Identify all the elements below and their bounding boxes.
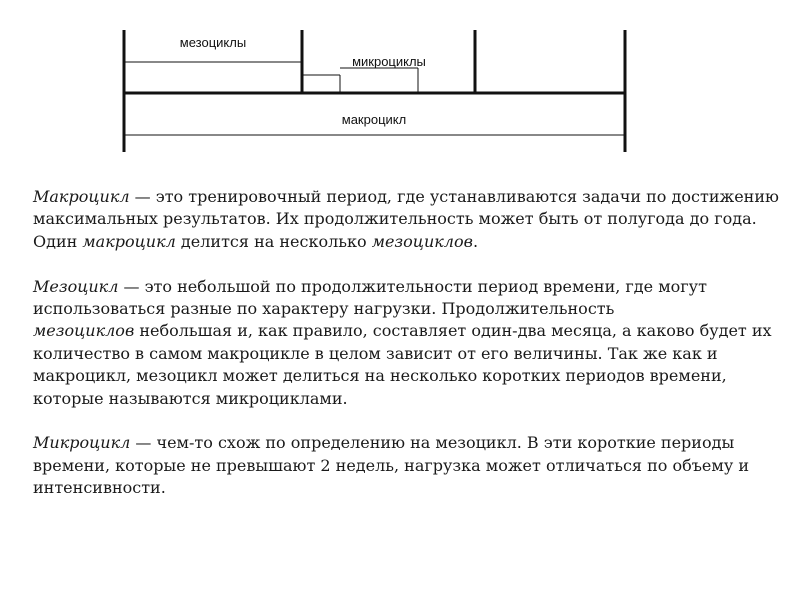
term-macrocycle: Макроцикл	[33, 187, 130, 206]
term-mesocycles-inline: мезоциклов	[371, 231, 473, 251]
text-span: — это тренировочный период, где устанавливаются задачи по достижению максимальных результатов. Их продолжительность может быть от полугода до года. Один	[33, 187, 779, 251]
text-span: .	[472, 231, 479, 251]
term-mesocycle: Мезоцикл	[33, 276, 119, 296]
term-mesocycles-inline: мезоциклов	[33, 321, 135, 341]
text-span: делится на несколько	[175, 231, 372, 251]
label-mesocycles: мезоциклы	[179, 35, 247, 50]
text-span: небольшая и, как правило, составляет один-два месяца, а каково будет их количество в самом макроцикле в целом зависит от его величины. Так же как и макроцикл, мезоцикл может делиться на несколько коротких периодов времени, которые называются микроциклами.	[33, 321, 772, 408]
paragraph-mesocycle	[33, 276, 783, 410]
label-microcycles: микроциклы	[352, 54, 426, 69]
term-macrocycle-inline: макроцикл	[82, 231, 176, 251]
label-macrocycle: макроцикл	[341, 112, 407, 127]
paragraph-macrocycle	[33, 186, 783, 253]
text-span: — это небольшой по продолжительности период времени, где могут использоваться разные по характеру нагрузки. Продолжительность	[33, 276, 707, 319]
definitions-text	[33, 186, 783, 500]
term-microcycle: Микроцикл	[33, 433, 131, 453]
paragraph-microcycle	[33, 432, 783, 499]
training-cycle-diagram	[0, 0, 800, 170]
text-span: — чем-то схож по определению на мезоцикл. В эти короткие периоды времени, которые не превышают 2 недель, нагрузка может отличаться по объему и интенсивности.	[33, 433, 749, 498]
